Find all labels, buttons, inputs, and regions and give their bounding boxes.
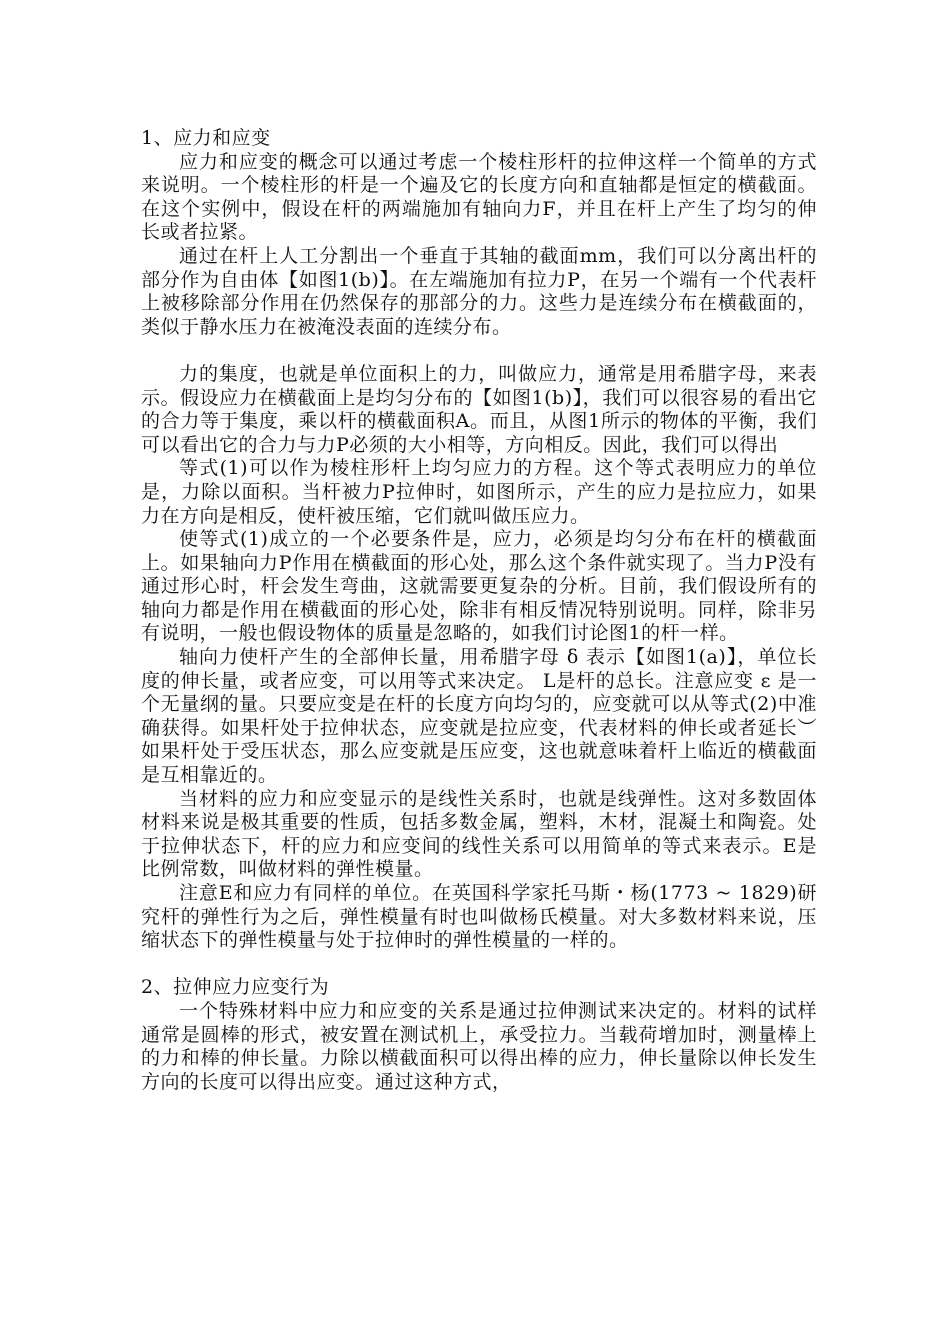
paragraph: 一个特殊材料中应力和应变的关系是通过拉伸测试来决定的。材料的试样通常是圆棒的形式，被安置在测试机上，承受拉力。当载荷增加时，测量棒上的力和棒的伸长量。力除以横截面积可以得出棒的应力，伸长量除以伸长发生方向的长度可以得出应变。通过这种方式， <box>141 999 817 1093</box>
section-1-heading: 1、应力和应变 <box>141 127 271 149</box>
paragraph: 通过在杆上人工分割出一个垂直于其轴的截面mm，我们可以分离出杆的部分作为自由体【如图1(b)】。在左端施加有拉力P，在另一个端有一个代表杆上被移除部分作用在仍然保存的那部分的力。这些力是连续分布在横截面的，类似于静水压力在被淹没表面的连续分布。 <box>141 244 817 338</box>
paragraph: 当材料的应力和应变显示的是线性关系时，也就是线弹性。这对多数固体材料来说是极其重要的性质，包括多数金属，塑料，木材，混凝土和陶瓷。处于拉伸状态下，杆的应力和应变间的线性关系可以用简单的等式来表示。E是比例常数，叫做材料的弹性模量。 <box>141 787 817 881</box>
section-2-heading: 2、拉伸应力应变行为 <box>141 976 330 999</box>
paragraph: 应力和应变的概念可以通过考虑一个棱柱形杆的拉伸这样一个简单的方式来说明。一个棱柱形的杆是一个遍及它的长度方向和直轴都是恒定的横截面。在这个实例中，假设在杆的两端施加有轴向力F，并且在杆上产生了均匀的伸长或者拉紧。 <box>141 150 817 244</box>
paragraph: 力的集度，也就是单位面积上的力，叫做应力，通常是用希腊字母，来表示。假设应力在横截面上是均匀分布的【如图1(b)】，我们可以很容易的看出它的合力等于集度，乘以杆的横截面积A。而且，从图1所示的物体的平衡，我们可以看出它的合力与力P必须的大小相等，方向相反。因此，我们可以得出 <box>141 362 817 456</box>
paragraph: 使等式(1)成立的一个必要条件是，应力，必须是均匀分布在杆的横截面上。如果轴向力P作用在横截面的形心处，那么这个条件就实现了。当力P没有通过形心时，杆会发生弯曲，这就需要更复杂的分析。目前，我们假设所有的轴向力都是作用在横截面的形心处，除非有相反情况特别说明。同样，除非另有说明，一般也假设物体的质量是忽略的，如我们讨论图1的杆一样。 <box>141 528 817 645</box>
paragraph: 注意E和应力有同样的单位。在英国科学家托马斯・杨(1773 ~ 1829)研究杆的弹性行为之后，弹性模量有时也叫做杨氏模量。对大多数材料来说，压缩状态下的弹性模量与处于拉伸时的弹性模量的一样的。 <box>141 882 817 952</box>
paragraph: 等式(1)可以作为棱柱形杆上均匀应力的方程。这个等式表明应力的单位是，力除以面积。当杆被力P拉伸时，如图所示，产生的应力是拉应力，如果力在方向是相反，使杆被压缩，它们就叫做压应力。 <box>141 457 817 527</box>
paragraph-gap <box>141 953 817 977</box>
document-page <box>141 127 817 1094</box>
paragraph: 轴向力使杆产生的全部伸长量，用希腊字母 δ 表示【如图1(a)】，单位长度的伸长量，或者应变，可以用等式来决定。 L是杆的总长。注意应变 ε 是一个无量纲的量。只要应变是在杆的长度方向均匀的，应变就可以从等式(2)中准确获得。如果杆处于拉伸状态，应变就是拉应变，代表材料的伸长或者延长︶如果杆处于受压状态，那么应变就是压应变，这也就意味着杆上临近的横截面是互相靠近的。 <box>141 646 817 787</box>
paragraph-gap <box>141 339 817 363</box>
